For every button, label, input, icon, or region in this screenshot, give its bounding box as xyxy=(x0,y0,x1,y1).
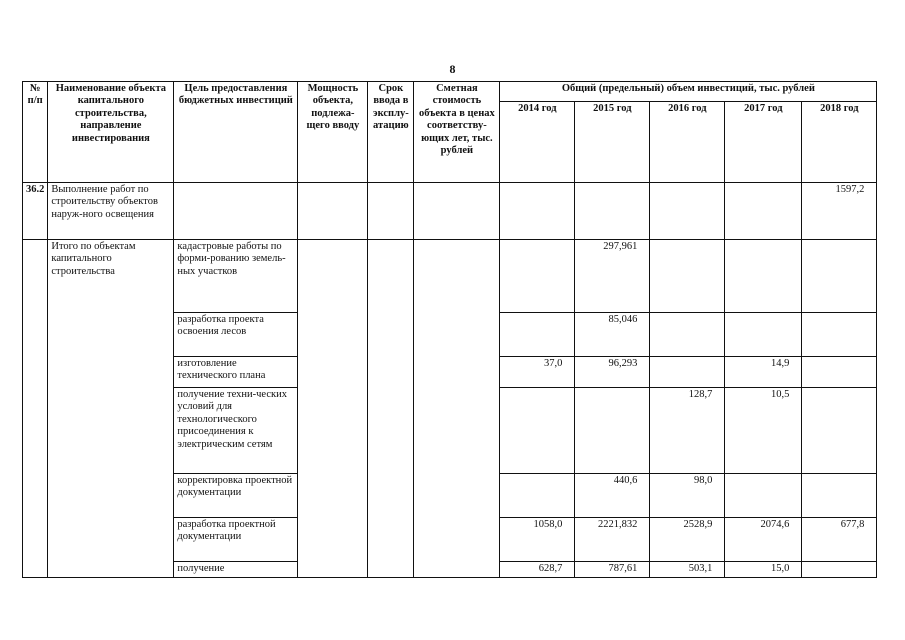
page-number: 8 xyxy=(449,62,456,76)
value-cell: 297,961 xyxy=(575,240,650,313)
summary-name: Итого по объектам капитального строительства xyxy=(48,240,174,578)
value-cell: 14,9 xyxy=(725,357,802,388)
header-year-2017: 2017 год xyxy=(725,102,802,183)
goal-cell: получение техни-ческих условий для технологического присоединения к электрическим сетям xyxy=(174,388,298,474)
goal-cell: разработка проектной документации xyxy=(174,518,298,562)
value-cell: 440,6 xyxy=(575,474,650,518)
header-cost: Сметная стоимость объекта в ценах соответству-ющих лет, тыс. рублей xyxy=(414,82,500,183)
header-capacity: Мощность объекта, подлежа-щего вводу xyxy=(298,82,368,183)
header-name: Наименование объекта капитального строительства, направление инвестирования xyxy=(48,82,174,183)
value-cell: 628,7 xyxy=(500,562,575,578)
header-term: Срок ввода в эксплу-атацию xyxy=(368,82,414,183)
value-cell: 37,0 xyxy=(500,357,575,388)
header-num: № п/п xyxy=(23,82,48,183)
goal-cell: корректировка проектной документации xyxy=(174,474,298,518)
value-cell: 787,61 xyxy=(575,562,650,578)
value-cell: 2221,832 xyxy=(575,518,650,562)
value-cell: 1058,0 xyxy=(500,518,575,562)
goal-cell: изготовление технического плана xyxy=(174,357,298,388)
table-row xyxy=(23,183,877,240)
value-cell: 503,1 xyxy=(650,562,725,578)
goal-cell: разработка проекта освоения лесов xyxy=(174,313,298,357)
value-cell: 2074,6 xyxy=(725,518,802,562)
value-cell: 15,0 xyxy=(725,562,802,578)
header-year-2016: 2016 год xyxy=(650,102,725,183)
header-year-2018: 2018 год xyxy=(802,102,877,183)
header-year-2015: 2015 год xyxy=(575,102,650,183)
goal-cell: кадастровые работы по форми-рованию земель-ных участков xyxy=(174,240,298,313)
value-cell: 128,7 xyxy=(650,388,725,474)
cell-2018: 1597,2 xyxy=(802,183,877,240)
value-cell: 96,293 xyxy=(575,357,650,388)
investment-table xyxy=(22,81,877,578)
header-goal: Цель предоставления бюджетных инвестиций xyxy=(174,82,298,183)
header-total: Общий (предельный) объем инвестиций, тыс. рублей xyxy=(500,82,877,102)
value-cell: 98,0 xyxy=(650,474,725,518)
goal-cell: получение xyxy=(174,562,298,578)
table-row xyxy=(23,240,877,313)
row-name: Выполнение работ по строительству объектов наруж-ного освещения xyxy=(48,183,174,240)
value-cell: 10,5 xyxy=(725,388,802,474)
value-cell: 2528,9 xyxy=(650,518,725,562)
row-num: 36.2 xyxy=(23,183,48,240)
value-cell: 677,8 xyxy=(802,518,877,562)
header-year-2014: 2014 год xyxy=(500,102,575,183)
value-cell: 85,046 xyxy=(575,313,650,357)
